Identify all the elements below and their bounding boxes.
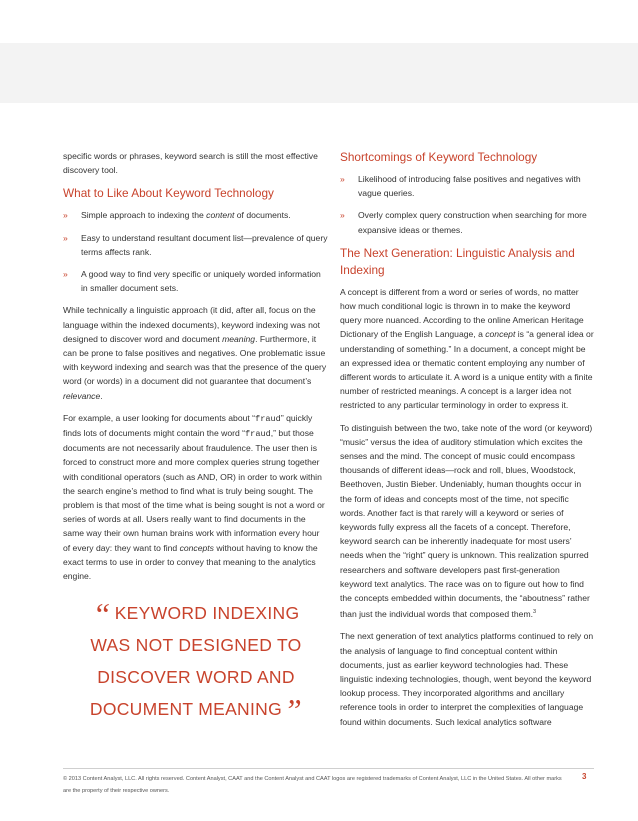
heading-what-to-like: What to Like About Keyword Technology <box>63 186 274 201</box>
pull-quote: “ KEYWORD INDEXING WAS NOT DESIGNED TO DISCOVER WORD AND DOCUMENT MEANING” <box>89 596 303 729</box>
paragraph-next-generation: The next generation of text analytics platforms continued to rely on the analysis of language to find conceptual content within documents, just as earlier keyword technologies had. These linguistic indexing technologies, though, went beyond the keyword lookup process. They incorporated algorithms and ancillary reference tools in order to interpret the complexities of language found within documents. Such lexical analytics software <box>340 631 594 727</box>
right-column <box>340 149 594 737</box>
close-quote-icon: ” <box>284 692 303 729</box>
footnote-ref: 3 <box>533 609 537 616</box>
paragraph-concept: A concept is different from a word or series of words, no matter how much conditional logic is thrown in to make the keyword query more nuanced. According to the online American Heritage Dictionary of the English Language, a concept is “a general idea or understanding of something.” In a document, a concept might be an expressed idea or thematic content employing any number of different words to articulate it. A word is a unique entity with a finite number of restricted meanings. A concept is a larger idea not restricted to any particular terminology in order to express it. <box>340 286 594 411</box>
heading-next-generation: The Next Generation: Linguistic Analysis and Indexing <box>340 245 575 277</box>
header-band <box>0 43 638 103</box>
paragraph-fraud-example: For example, a user looking for documents about “fraud” quickly finds lots of documents might contain the word “fraud,” but those documents are not necessarily about fraudulence. The user then is forced to construct more and more complex queries strung together with conditional operators (such as AND, OR) in order to work within the search engine’s method to find what is truly being sought. The problem is that most of the time what is being sought is not a word or series of words at all. Users really want to find documents in the same way their own human brains work with information every hour of every day: they want to find concepts without having to know the exact terms to use in order to convey that meaning to the analytics engine. <box>63 412 325 582</box>
left-column <box>63 149 329 729</box>
heading-shortcomings: Shortcomings of Keyword Technology <box>340 150 538 164</box>
shortcomings-list <box>340 172 594 237</box>
list-item: » Likelihood of introducing false positives and negatives with vague queries. <box>340 174 581 199</box>
footer-divider <box>63 768 594 769</box>
paragraph-linguistic-approach: While technically a linguistic approach (it did, after all, focus on the language within the indexed documents), keyword indexing was not designed to discover word and document meaning. Furthermore, it can be prone to false positives and negatives. One problematic issue with keyword indexing and search was that the presence of the query word (or words) in a document did not guarantee that document’s relevance. <box>63 305 327 401</box>
bullet-icon: » <box>340 210 345 221</box>
footer-copyright: © 2013 Content Analyst, LLC. All rights reserved. Content Analyst, CAAT and the Content Analyst and CAAT logos are registered trademarks of Content Analyst, LLC in the United States. All other marks are the property of their respective owners. <box>63 776 562 794</box>
intro-paragraph: specific words or phrases, keyword search is still the most effective discovery tool. <box>63 151 318 176</box>
bullet-icon: » <box>63 269 68 280</box>
bullet-icon: » <box>340 174 345 184</box>
list-item: » Overly complex query construction when searching for more expansive ideas or themes. <box>340 210 587 235</box>
bullet-icon: » <box>63 210 68 221</box>
likes-list <box>63 208 329 295</box>
paragraph-music-example: To distinguish between the two, take note of the word (or keyword) “music” versus the idea of auditory stimulation which excites the senses and the mind. The concept of music could encompass thousands of different ideas—rock and roll, blues, Woodstock, Beethoven, Justin Bieber. Undeniably, human thoughts occur in the form of ideas and concepts most of the time, not specific words. Another fact is that rarely will a keyword or series of keywords fully express all the facets of a concept. Therefore, keyword search can be inherently inadequate for most users’ needs when the “right” query is unknown. This realization spurred researchers and software developers past first-generation keyword text analytics. The race was on to figure out how to find the concepts embedded within documents, the “aboutness” rather than just the individual words that composed them.$^3$ <box>340 422 593 620</box>
page-number: 3 <box>582 772 587 781</box>
list-item: » Easy to understand resultant document list—prevalence of query terms affects rank. <box>63 232 328 257</box>
bullet-icon: » <box>63 232 68 243</box>
list-item: » Simple approach to indexing the content of documents. <box>63 208 329 222</box>
open-quote-icon: “ <box>92 596 111 633</box>
list-item: » A good way to find very specific or uniquely worded information in smaller document sets. <box>63 269 321 294</box>
